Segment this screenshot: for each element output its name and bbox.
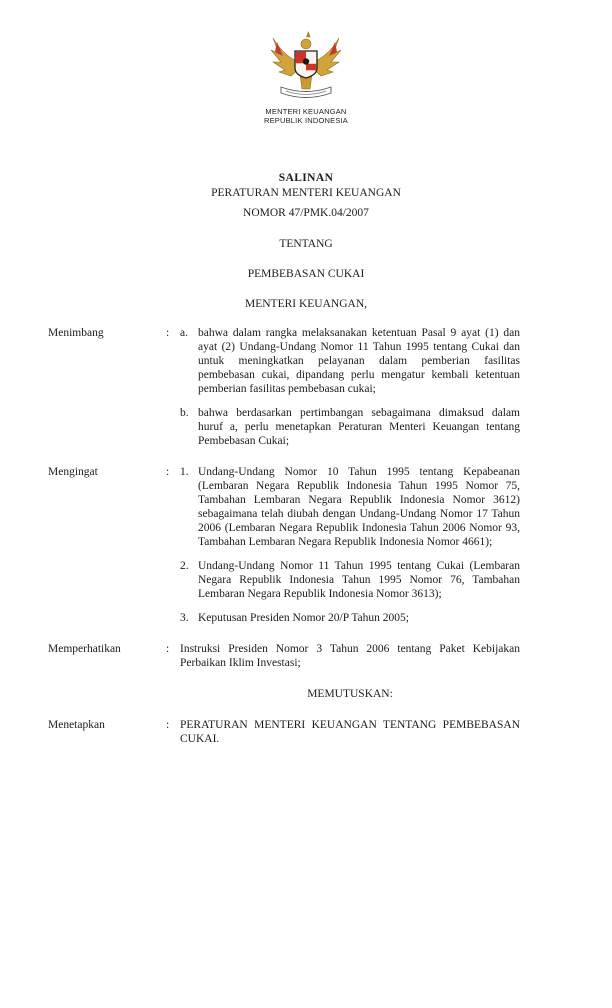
letterhead (0, 30, 612, 125)
list-item (180, 406, 520, 448)
item-text: bahwa berdasarkan pertimbangan sebagaimana dimaksud dalam huruf a, perlu menetapkan Peraturan Menteri Keuangan tentang Pembebasan Cukai; (198, 407, 520, 447)
regulation-title: PERATURAN MENTERI KEUANGAN (211, 187, 401, 199)
menimbang-items (180, 326, 520, 448)
menetapkan-label: Menetapkan (48, 719, 105, 731)
item-marker: a. (180, 327, 188, 339)
item-text: bahwa dalam rangka melaksanakan ketentuan Pasal 9 ayat (1) dan ayat (2) Undang-Undang Nomor 11 Tahun 1995 tentang Cukai dan untuk meningkatkan pelayanan dalam pemberian fasilitas pembebasan cukai, dipandang perlu mengatur kembali ketentuan pemberian fasilitas pembebasan cukai; (198, 327, 520, 395)
tentang-heading: TENTANG (279, 238, 333, 250)
memutuskan-heading: MEMUTUSKAN: (307, 688, 393, 700)
list-item (180, 326, 520, 396)
colon-separator: : (166, 327, 170, 339)
ministry-line1: MENTERI KEUANGAN (265, 107, 347, 116)
item-marker: 1. (180, 466, 189, 478)
garuda-pancasila-emblem-icon (269, 30, 343, 100)
mengingat-label: Mengingat (48, 466, 98, 478)
memperhatikan-text: Instruksi Presiden Nomor 3 Tahun 2006 tentang Paket Kebijakan Perbaikan Iklim Investasi; (180, 643, 520, 669)
menetapkan-text: PERATURAN MENTERI KEUANGAN TENTANG PEMBEBASAN CUKAI. (180, 719, 520, 745)
list-item (180, 465, 520, 549)
mengingat-items (180, 465, 520, 625)
item-text: Keputusan Presiden Nomor 20/P Tahun 2005; (198, 612, 409, 624)
item-text: Undang-Undang Nomor 11 Tahun 1995 tentang Cukai (Lembaran Negara Republik Indonesia Tahun 1995 Nomor 76, Tambahan Lembaran Negara Republik Indonesia Nomor 3613); (198, 560, 520, 600)
menimbang-section (48, 326, 520, 448)
document-body (48, 326, 520, 746)
menimbang-label: Menimbang (48, 327, 104, 339)
mengingat-section (48, 465, 520, 625)
colon-separator: : (166, 643, 170, 655)
issuer-heading: MENTERI KEUANGAN, (244, 298, 367, 310)
item-marker: b. (180, 407, 189, 419)
item-marker: 3. (180, 612, 189, 624)
list-item (180, 559, 520, 601)
ministry-name (0, 107, 612, 125)
memperhatikan-section (48, 642, 520, 670)
ministry-line2: REPUBLIK INDONESIA (263, 116, 349, 125)
memperhatikan-label: Memperhatikan (48, 643, 121, 655)
item-marker: 2. (180, 560, 189, 572)
salinan-heading: SALINAN (278, 172, 334, 184)
colon-separator: : (166, 719, 170, 731)
title-block (0, 171, 612, 311)
menetapkan-section (48, 718, 520, 746)
memutuskan-row (48, 687, 520, 701)
list-item (180, 611, 520, 625)
regulation-subject: PEMBEBASAN CUKAI (247, 268, 365, 280)
item-text: Undang-Undang Nomor 10 Tahun 1995 tentang Kepabeanan (Lembaran Negara Republik Indonesia Tahun 1995 Nomor 75, Tambahan Lembaran Negara Republik Indonesia Nomor 3612) sebagaimana telah diubah dengan Undang-Undang Nomor 17 Tahun 2006 (Lembaran Negara Republik Indonesia Tahun 2006 Nomor 93, Tambahan Lembaran Negara Republik Indonesia Nomor 4661); (198, 466, 520, 548)
regulation-number: NOMOR 47/PMK.04/2007 (243, 207, 369, 219)
colon-separator: : (166, 466, 170, 478)
